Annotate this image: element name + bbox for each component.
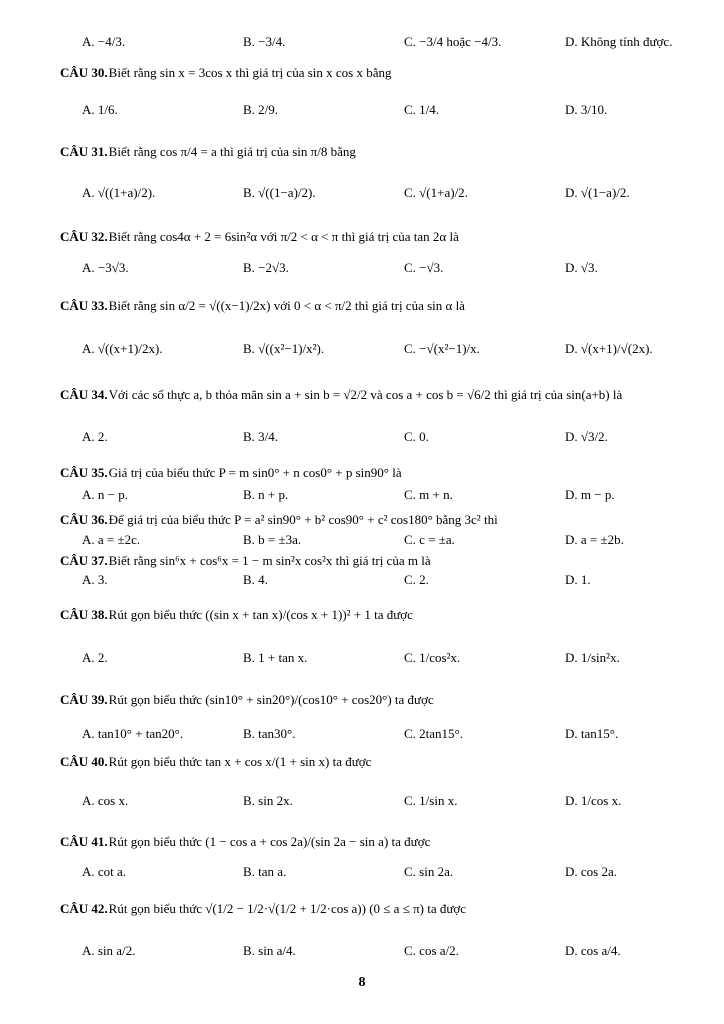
option-a: A. n − p. <box>82 487 128 502</box>
option-d: D. 1/cos x. <box>565 793 622 808</box>
question-text: Để giá trị của biểu thức P = a² sin90° + b² cos90° + c² cos180° bằng 3c² thì <box>108 512 498 527</box>
question-number: CÂU 31. <box>60 144 108 159</box>
question-number: CÂU 30. <box>60 65 108 80</box>
question-row <box>0 31 724 53</box>
question-number: CÂU 42. <box>60 901 108 916</box>
question-row <box>0 647 724 669</box>
question-row <box>0 529 724 551</box>
question-text: Với các số thực a, b thỏa mãn sin a + sin b = √2/2 và cos a + cos b = √6/2 thì giá trị của sin(a+b) là <box>108 387 623 402</box>
option-a: A. −3√3. <box>82 260 129 275</box>
question-text: Rút gọn biểu thức √(1/2 − 1/2·√(1/2 + 1/2·cos a)) (0 ≤ a ≤ π) ta được <box>108 901 467 916</box>
option-a: A. 2. <box>82 650 108 665</box>
question-text: Rút gọn biểu thức (sin10° + sin20°)/(cos10° + cos20°) ta được <box>108 692 434 707</box>
option-a: A. 3. <box>82 572 108 587</box>
option-d: D. 3/10. <box>565 102 608 117</box>
option-c: C. sin 2a. <box>404 864 454 879</box>
option-a: A. 2. <box>82 429 108 444</box>
question-number: CÂU 32. <box>60 229 108 244</box>
question-number: CÂU 41. <box>60 834 108 849</box>
question-row <box>0 295 724 317</box>
option-c: C. √(1+a)/2. <box>404 185 468 200</box>
question-row <box>0 484 724 506</box>
question-row <box>0 462 724 484</box>
option-d: D. 1/sin²x. <box>565 650 620 665</box>
question-number: CÂU 39. <box>60 692 108 707</box>
option-d: D. cos 2a. <box>565 864 617 879</box>
option-d: D. √(x+1)/√(2x). <box>565 341 653 356</box>
question-row <box>0 226 724 248</box>
question-row <box>0 604 724 626</box>
option-b: B. n + p. <box>243 487 289 502</box>
option-c: C. 1/cos²x. <box>404 650 461 665</box>
option-b: B. √((1−a)/2). <box>243 185 316 200</box>
option-b: B. sin 2x. <box>243 793 293 808</box>
option-a: A. cos x. <box>82 793 129 808</box>
page-number: 8 <box>358 975 366 990</box>
option-c: C. 2. <box>404 572 429 587</box>
question-text: Rút gọn biểu thức ((sin x + tan x)/(cos x + 1))² + 1 ta được <box>108 607 413 622</box>
option-c: C. 1/4. <box>404 102 440 117</box>
option-c: C. cos a/2. <box>404 943 459 958</box>
option-d: D. 1. <box>565 572 591 587</box>
question-row <box>0 338 724 360</box>
question-text: Rút gọn biểu thức tan x + cos x/(1 + sin x) ta được <box>108 754 372 769</box>
option-a: A. 1/6. <box>82 102 118 117</box>
option-b: B. 2/9. <box>243 102 279 117</box>
question-row <box>0 384 724 406</box>
option-a: A. −4/3. <box>82 34 126 49</box>
option-c: C. 1/sin x. <box>404 793 458 808</box>
option-c: C. −√(x²−1)/x. <box>404 341 480 356</box>
question-number: CÂU 33. <box>60 298 108 313</box>
question-row <box>0 751 724 773</box>
option-b: B. −2√3. <box>243 260 289 275</box>
option-d: D. tan15°. <box>565 726 619 741</box>
option-d: D. cos a/4. <box>565 943 621 958</box>
option-b: B. 4. <box>243 572 268 587</box>
question-text: Rút gọn biểu thức (1 − cos a + cos 2a)/(sin 2a − sin a) ta được <box>108 834 431 849</box>
option-b: B. 1 + tan x. <box>243 650 308 665</box>
question-row <box>0 509 724 531</box>
option-b: B. b = ±3a. <box>243 532 302 547</box>
question-number: CÂU 35. <box>60 465 108 480</box>
option-d: D. m − p. <box>565 487 615 502</box>
question-number: CÂU 36. <box>60 512 108 527</box>
option-c: C. m + n. <box>404 487 453 502</box>
question-number: CÂU 37. <box>60 553 108 568</box>
question-row <box>0 257 724 279</box>
option-b: B. 3/4. <box>243 429 279 444</box>
question-text: Biết rằng sin⁶x + cos⁶x = 1 − m sin²x cos²x thì giá trị của m là <box>108 553 431 568</box>
question-text: Biết rằng cos4α + 2 = 6sin²α với π/2 < α < π thì giá trị của tan 2α là <box>108 229 459 244</box>
question-number: CÂU 34. <box>60 387 108 402</box>
option-b: B. √((x²−1)/x²). <box>243 341 325 356</box>
question-row <box>0 569 724 591</box>
question-text: Biết rằng sin α/2 = √((x−1)/2x) với 0 < α < π/2 thì giá trị của sin α là <box>108 298 465 313</box>
question-row <box>0 426 724 448</box>
question-row <box>0 861 724 883</box>
question-row <box>0 62 724 84</box>
option-a: A. sin a/2. <box>82 943 136 958</box>
question-row <box>0 940 724 962</box>
question-row <box>0 99 724 121</box>
option-c: C. c = ±a. <box>404 532 455 547</box>
option-d: D. Không tính được. <box>565 34 673 49</box>
question-text: Giá trị của biểu thức P = m sin0° + n cos0° + p sin90° là <box>108 465 402 480</box>
option-c: C. 2tan15°. <box>404 726 464 741</box>
question-row <box>0 898 724 920</box>
question-text: Biết rằng cos π/4 = a thì giá trị của sin π/8 bằng <box>108 144 356 159</box>
option-a: A. a = ±2c. <box>82 532 141 547</box>
question-row <box>0 689 724 711</box>
question-number: CÂU 40. <box>60 754 108 769</box>
question-row <box>0 831 724 853</box>
option-d: D. √3. <box>565 260 598 275</box>
option-b: B. sin a/4. <box>243 943 296 958</box>
option-d: D. a = ±2b. <box>565 532 624 547</box>
option-c: C. −3/4 hoặc −4/3. <box>404 34 502 49</box>
question-row <box>0 182 724 204</box>
option-a: A. √((1+a)/2). <box>82 185 156 200</box>
option-d: D. √3/2. <box>565 429 608 444</box>
option-a: A. cot a. <box>82 864 127 879</box>
option-a: A. tan10° + tan20°. <box>82 726 184 741</box>
option-c: C. 0. <box>404 429 429 444</box>
option-b: B. tan a. <box>243 864 287 879</box>
question-text: Biết rằng sin x = 3cos x thì giá trị của sin x cos x bằng <box>108 65 392 80</box>
question-number: CÂU 38. <box>60 607 108 622</box>
option-c: C. −√3. <box>404 260 444 275</box>
option-b: B. −3/4. <box>243 34 286 49</box>
option-b: B. tan30°. <box>243 726 296 741</box>
question-row <box>0 723 724 745</box>
option-d: D. √(1−a)/2. <box>565 185 630 200</box>
question-row <box>0 790 724 812</box>
option-a: A. √((x+1)/2x). <box>82 341 163 356</box>
question-row <box>0 141 724 163</box>
